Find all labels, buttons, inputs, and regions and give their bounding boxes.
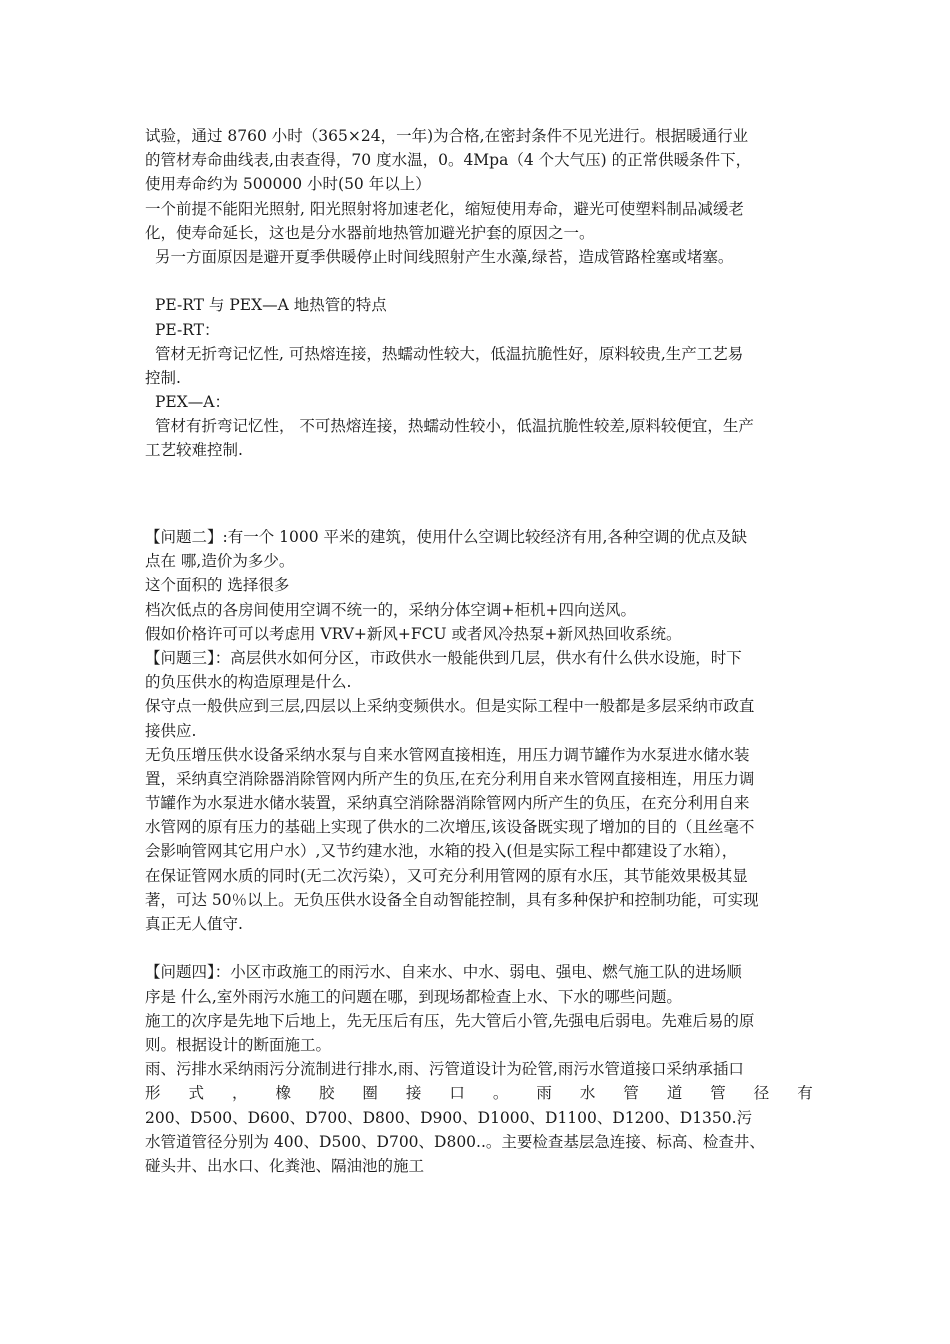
text-line: 管材无折弯记忆性, 可热熔连接，热蠕动性较大，低温抗脆性好，原料较贵,生产工艺易	[155, 344, 744, 363]
question-heading: 【问题二】:有一个 1000 平米的建筑，使用什么空调比较经济有用,各种空调的优点及缺	[145, 528, 747, 547]
subheading: PE-RT：	[155, 320, 220, 339]
question-heading: 【问题四】：小区市政施工的雨污水、自来水、中水、弱电、强电、燃气施工队的进场顺	[145, 963, 742, 982]
char: 胶	[318, 1084, 335, 1103]
char: 管	[710, 1084, 726, 1103]
text-line: 会影响管网其它用户水）,又节约建水池，水箱的投入(但是实际工程中都建设了水箱），	[145, 842, 738, 861]
blank-line	[145, 936, 813, 960]
text-line: 水管道管径分别为 400、D500、D700、D800..。主要检查基层急连接、标高、检查井、	[145, 1132, 765, 1151]
text-line: 置，采纳真空消除器消除管网内所产生的负压,在充分利用自来水管网直接相连，用压力调	[145, 769, 755, 788]
text-line: 真正无人值守.	[145, 915, 243, 934]
char: 口	[449, 1084, 465, 1103]
text-line: 节罐作为水泵进水储水装置，采纳真空消除器消除管网内所产生的负压，在充分利用自来	[145, 794, 750, 813]
text-line: 雨、污排水采纳雨污分流制进行排水,雨、污管道设计为砼管,雨污水管道接口采纳承插口	[145, 1060, 744, 1079]
text-line: 水管网的原有压力的基础上实现了供水的二次增压,该设备既实现了增加的目的（且丝毫不	[145, 818, 755, 837]
question-heading: 【问题三】：高层供水如何分区，市政供水一般能供到几层，供水有什么供水设施，时下	[145, 648, 742, 667]
text-line: 的负压供水的构造原理是什么.	[145, 673, 352, 692]
text-line: 假如价格许可可以考虑用 VRV+新风+FCU 或者风冷热泵+新风热回收系统。	[145, 624, 682, 643]
text-line: 点在 哪,造价为多少。	[145, 552, 295, 571]
text-line: 著，可达 50％以上。无负压供水设备全自动智能控制，具有多种保护和控制功能，可实现	[145, 890, 759, 909]
text-line: 序是 什么,室外雨污水施工的问题在哪，到现场都检查上水、下水的哪些问题。	[145, 987, 682, 1006]
text-line: 200、D500、D600、D700、D800、D900、D1000、D1100、D1200、D1350.污	[145, 1108, 753, 1127]
text-line: 的管材寿命曲线表,由表查得，70 度水温，0。4Mpa（4 个大气压) 的正常供暖条件下，	[145, 151, 752, 170]
blank-line	[145, 463, 813, 511]
text-line: 这个面积的 选择很多	[145, 576, 290, 595]
text-line: 碰头井、出水口、化粪池、隔油池的施工	[145, 1156, 425, 1175]
text-line: 无负压增压供水设备采纳水泵与自来水管网直接相连，用压力调节罐作为水泵进水储水装	[145, 745, 750, 764]
text-line: 化，使寿命延长，这也是分水器前地热管加避光护套的原因之一。	[145, 223, 595, 242]
char: 有	[797, 1084, 813, 1103]
char: 橡	[275, 1084, 291, 1103]
text-line: 则。根据设计的断面施工。	[145, 1035, 332, 1054]
char: 道	[666, 1084, 683, 1103]
text-line: 工艺较难控制.	[145, 441, 243, 460]
text-line: 接供应.	[145, 721, 197, 740]
document-body	[145, 124, 813, 1178]
text-line: 管材有折弯记忆性， 不可热熔连接，热蠕动性较小，低温抗脆性较差,原料较便宜，生产	[155, 417, 754, 436]
subheading: PEX—A：	[155, 393, 230, 412]
text-line: 档次低点的各房间使用空调不统一的，采纳分体空调+柜机+四向送风。	[145, 600, 636, 619]
char: 圈	[362, 1084, 378, 1103]
text-line: 在保证管网水质的同时(无二次污染），又可充分利用管网的原有水压，其节能效果极其显	[145, 866, 748, 885]
char: 。	[492, 1084, 509, 1103]
blank-line	[145, 269, 813, 293]
char: 管	[623, 1084, 639, 1103]
blank-line	[145, 511, 813, 525]
text-line: 另一方面原因是避开夏季供暖停止时间线照射产生水藻,绿苔，造成管路栓塞或堵塞。	[155, 247, 734, 266]
char: 水	[579, 1084, 596, 1103]
char: 式	[188, 1084, 204, 1103]
text-line: 使用寿命约为 500000 小时(50 年以上）	[145, 175, 431, 194]
text-line: 一个前提不能阳光照射, 阳光照射将加速老化，缩短使用寿命，避光可使塑料制品减缓老	[145, 199, 744, 218]
text-line: 控制.	[145, 368, 181, 387]
section-heading: PE-RT 与 PEX—A 地热管的特点	[155, 296, 387, 315]
char: 雨	[536, 1084, 552, 1103]
text-line: 试验，通过 8760 小时（365×24，一年)为合格,在密封条件不见光进行。根据暖通行业	[145, 127, 749, 145]
char: 形	[145, 1084, 161, 1103]
text-line: 施工的次序是先地下后地上，先无压后有压，先大管后小管,先强电后弱电。先难后易的原	[145, 1011, 755, 1030]
char: 接	[405, 1084, 422, 1103]
justified-line	[145, 1081, 813, 1105]
char: ，	[231, 1084, 248, 1103]
text-line: 保守点一般供应到三层,四层以上采纳变频供水。但是实际工程中一般都是多层采纳市政直	[145, 697, 755, 716]
char: 径	[753, 1084, 770, 1103]
